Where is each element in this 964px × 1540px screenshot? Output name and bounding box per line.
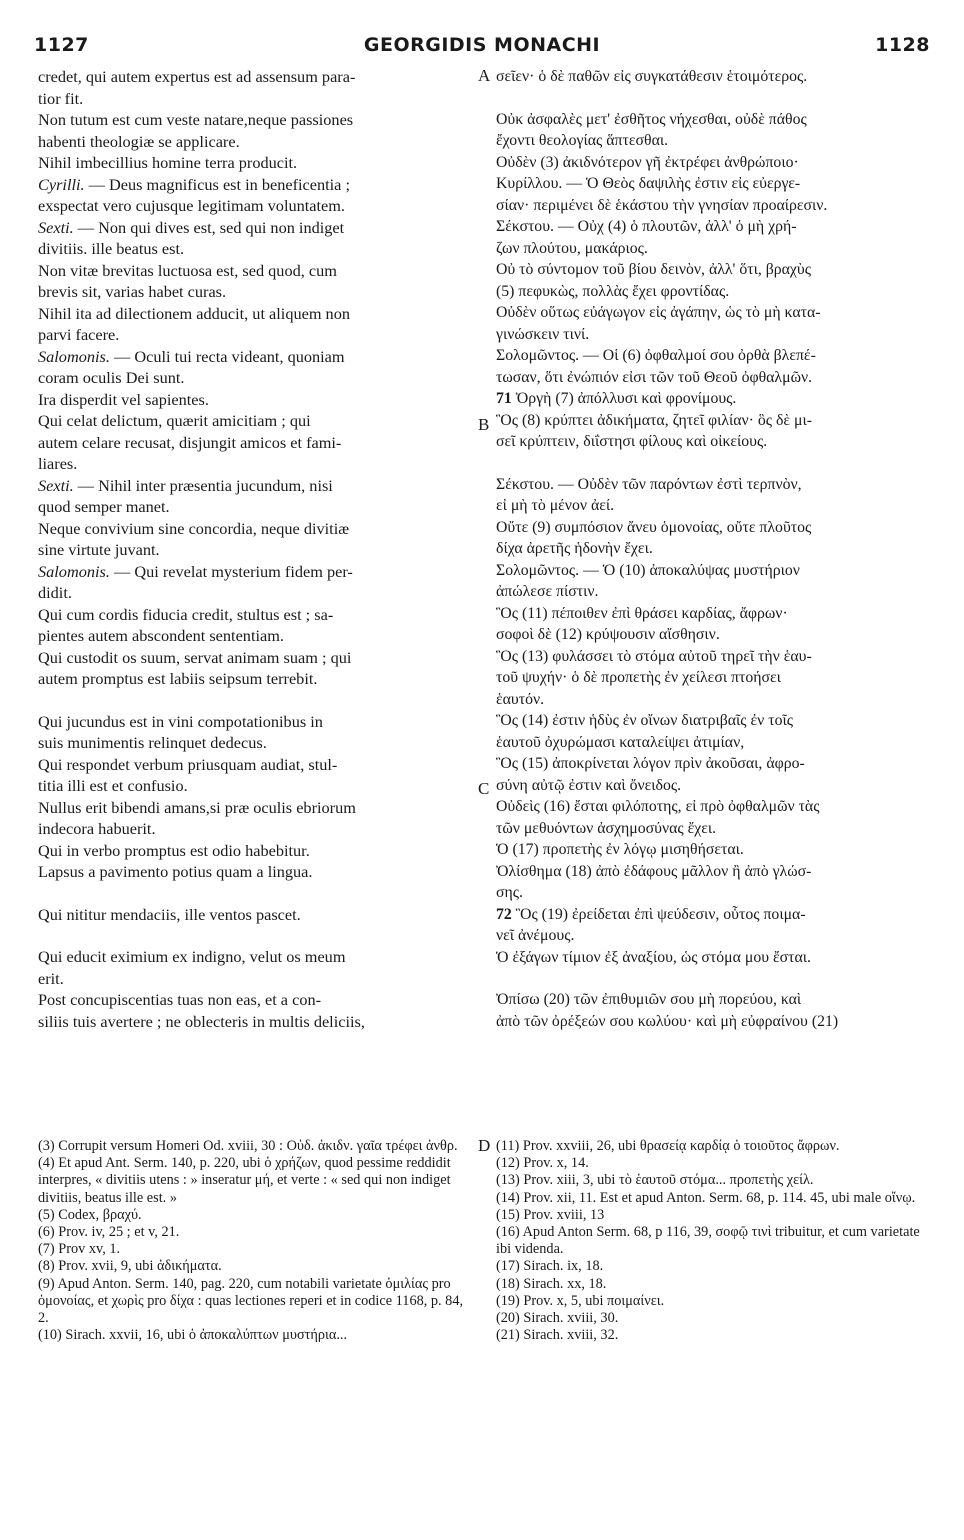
- footnote: (18) Sirach. xx, 18.: [496, 1275, 607, 1292]
- text-line: [496, 753, 930, 775]
- text-line: [496, 259, 930, 281]
- section-number: 72: [496, 905, 512, 923]
- text-line: [496, 152, 930, 174]
- margin-letter-a: A: [478, 66, 491, 85]
- line-text: suis munimentis relinquet dedecus.: [38, 733, 267, 752]
- line-text: Σολομῶντος. — Ὁ (10) ἀποκαλύψας μυστήριον: [496, 561, 800, 579]
- text-line: [496, 1011, 930, 1033]
- line-text: τωσαν, ὅτι ἐνώπιόν εἰσι τῶν τοῦ Θεοῦ ὀφθαλμῶν.: [496, 368, 813, 386]
- text-line: [496, 710, 930, 732]
- line-text: liares.: [38, 454, 78, 473]
- line-text: Σέκστου. — Οὐδὲν τῶν παρόντων ἐστὶ τερπνὸν,: [496, 475, 802, 493]
- line-text: — Deus magnificus est in beneficentia ;: [84, 174, 350, 194]
- text-line: [496, 775, 930, 797]
- text-line: [38, 346, 480, 368]
- text-line: [38, 260, 480, 282]
- line-text: Ira disperdit vel sapientes.: [38, 389, 209, 409]
- line-text: νεῖ ἀνέμους.: [496, 927, 575, 944]
- text-line: [496, 925, 930, 947]
- footnote: (5) Codex, βραχύ.: [38, 1206, 142, 1223]
- line-text: Ὃς (15) ἀποκρίνεται λόγον πρὶν ἀκοῦσαι, ἀφρο-: [496, 755, 805, 772]
- text-line: [496, 947, 930, 969]
- line-text: autem promptus est labiis seipsum terrebit.: [38, 669, 318, 688]
- line-text: autem celare recusat, disjungit amicos et fami-: [38, 432, 342, 452]
- text-line: [38, 410, 480, 432]
- footnotes-right: [496, 1138, 930, 1344]
- page-header: [34, 34, 930, 58]
- text-line: [38, 88, 480, 110]
- text-line: [496, 732, 930, 754]
- text-line: [496, 216, 930, 238]
- text-line: [496, 109, 930, 131]
- text-line: [496, 538, 930, 560]
- text-line: [38, 518, 480, 540]
- text-line: [496, 195, 930, 217]
- text-line: [38, 496, 480, 518]
- line-text: credet, qui autem expertus est ad assensum para-: [38, 67, 356, 86]
- line-text: Nullus erit bibendi amans,si præ oculis ebriorum: [38, 797, 356, 817]
- text-line: [496, 324, 930, 346]
- line-text: Qui nititur mendaciis, ille ventos pascet.: [38, 904, 301, 924]
- text-line: [38, 775, 480, 797]
- text-line: [496, 646, 930, 668]
- line-text: εἰ μὴ τὸ μένον ἀεί.: [496, 497, 615, 514]
- line-text: Οὐ τὸ σύντομον τοῦ βίου δεινὸν, ἀλλ' ὅτι, βραχὺς: [496, 261, 812, 278]
- line-text: Qui jucundus est in vini compotationibus in: [38, 711, 323, 731]
- line-text: ζων πλούτου, μακάριος.: [496, 239, 648, 257]
- source-name: Cyrilli.: [38, 174, 85, 194]
- footnote: (4) Et apud Ant. Serm. 140, p. 220, ubi ὁ χρήζων, quod pessime reddidit interpres, « divitiis utens : » inseratur μή, et verte : « sed qui non indiget divitiis, beatus ille est. »: [38, 1155, 451, 1206]
- line-text: σεῖεν· ὁ δὲ παθῶν εἰς συγκατάθεσιν ἑτοιμότερος.: [496, 68, 808, 85]
- text-line: [38, 968, 480, 990]
- line-text: ἔχοντι θεολογίας ἅπτεσθαι.: [496, 132, 669, 149]
- text-line: [38, 754, 480, 776]
- line-text: Οὔτε (9) συμπόσιον ἄνευ ὁμονοίας, οὔτε πλοῦτος: [496, 518, 812, 536]
- line-text: Qui in verbo promptus est odio habebitur.: [38, 840, 310, 860]
- text-line: [38, 711, 480, 733]
- text-line: [38, 840, 480, 862]
- text-line: [38, 475, 480, 497]
- line-text: ἀπώλεσε πίστιν.: [496, 583, 599, 600]
- line-text: Post concupiscentias tuas non eas, et a con-: [38, 990, 322, 1009]
- text-line: [496, 367, 930, 389]
- line-text: τοῦ ψυχήν· ὁ δὲ προπετὴς ἐν χείλεσι πτοήσει: [496, 669, 781, 686]
- line-text: sine virtute juvant.: [38, 540, 160, 559]
- line-text: Qui custodit os suum, servat animam suam ; qui: [38, 647, 352, 667]
- text-line: [496, 431, 930, 453]
- text-line: [496, 281, 930, 303]
- line-text: titia illi est et confusio.: [38, 776, 188, 795]
- text-line: [38, 389, 480, 411]
- text-line: [496, 818, 930, 840]
- text-line: [496, 861, 930, 883]
- text-line: [38, 604, 480, 626]
- line-text: Κυρίλλου. — Ὁ Θεὸς δαψιλὴς ἐστιν εἰς εὐεργε-: [496, 175, 801, 192]
- line-text: Ὁ (17) προπετὴς ἐν λόγῳ μισηθήσεται.: [496, 841, 744, 858]
- line-text: Ὃς (14) ἐστιν ἡδὺς ἐν οἴνων διατριβαῖς ἐν τοῖς: [496, 712, 793, 729]
- text-line: [496, 302, 930, 324]
- footnote: (8) Prov. xvii, 9, ubi ἀδικήματα.: [38, 1258, 222, 1275]
- text-line: [38, 432, 480, 454]
- line-text: Nihil ita ad dilectionem adducit, ut aliquem non: [38, 303, 350, 323]
- source-name: Salomonis.: [38, 346, 110, 366]
- line-text: Ὁ ἐξάγων τίμιον ἐξ ἀναξίου, ὡς στόμα μου ἔσται.: [496, 948, 811, 966]
- text-line: [38, 131, 480, 153]
- footnote: (21) Sirach. xviii, 32.: [496, 1327, 619, 1344]
- line-text: tior fit.: [38, 88, 84, 108]
- text-line: [38, 453, 480, 475]
- running-title: GEORGIDIS MONACHI: [363, 34, 601, 56]
- line-text: (5) πεφυκὼς, πολλὰς ἔχει φροντίδας.: [496, 282, 730, 300]
- line-text: coram oculis Dei sunt.: [38, 368, 185, 387]
- text-line: [38, 647, 480, 669]
- text-line: [38, 281, 480, 303]
- line-text: Qui cum cordis fiducia credit, stultus est ; sa-: [38, 604, 334, 624]
- text-line: [496, 345, 930, 367]
- text-line: [38, 668, 480, 690]
- footnote: (12) Prov. x, 14.: [496, 1155, 589, 1172]
- footnote: (20) Sirach. xviii, 30.: [496, 1310, 619, 1327]
- text-line: [496, 173, 930, 195]
- text-line: [496, 474, 930, 496]
- footnote: (13) Prov. xiii, 3, ubi τὸ ἑαυτοῦ στόμα... προπετὴς χείλ.: [496, 1172, 814, 1189]
- text-line: [496, 130, 930, 152]
- line-text: Non tutum est cum veste natare,neque passiones: [38, 110, 354, 129]
- text-line: [496, 388, 930, 410]
- footnote: (11) Prov. xxviii, 26, ubi θρασείᾳ καρδίᾳ ὁ τοιοῦτος ἄφρων.: [496, 1138, 840, 1154]
- line-text: Οὐδὲν (3) ἀκιδνότερον γῆ ἐκτρέφει ἀνθρώποιο·: [496, 153, 799, 171]
- line-text: Ὀλίσθημα (18) ἀπὸ ἐδάφους μᾶλλον ἢ ἀπὸ γλώσ-: [496, 862, 812, 880]
- text-line: [496, 517, 930, 539]
- text-line: [38, 539, 480, 561]
- footnote: (14) Prov. xii, 11. Est et apud Anton. Serm. 68, p. 114. 45, ubi male οἴνῳ.: [496, 1189, 916, 1206]
- line-text: quod semper manet.: [38, 497, 170, 516]
- line-text: σης.: [496, 884, 523, 901]
- text-line: [38, 561, 480, 583]
- text-line: [38, 904, 480, 926]
- text-line: [496, 667, 930, 689]
- line-text: — Non qui dives est, sed qui non indiget: [73, 217, 345, 237]
- line-text: Σολομῶντος. — Οἱ (6) ὀφθαλμοί σου ὀρθὰ βλεπέ-: [496, 347, 816, 364]
- footnote: (7) Prov xv, 1.: [38, 1241, 121, 1258]
- text-line: [38, 66, 480, 88]
- line-text: — Nihil inter præsentia jucundum, nisi: [73, 475, 333, 495]
- line-text: pientes autem abscondent sententiam.: [38, 626, 284, 645]
- text-line: [496, 882, 930, 904]
- line-text: ἑαυτοῦ ὀχυρώμασι καταλείψει ἀτιμίαν,: [496, 733, 745, 751]
- text-line: [38, 217, 480, 239]
- footnote: (16) Apud Anton Serm. 68, p 116, 39, σοφῷ τινὶ tribuitur, et cum varietate ibi videnda.: [496, 1224, 920, 1258]
- text-line: [38, 582, 480, 604]
- section-number: 71: [496, 390, 512, 407]
- text-line: [38, 367, 480, 389]
- text-line: [496, 581, 930, 603]
- text-line: [496, 989, 930, 1011]
- text-line: [496, 624, 930, 646]
- text-line: [38, 303, 480, 325]
- line-text: Οὐδὲν οὕτως εὐάγωγον εἰς ἀγάπην, ὡς τὸ μὴ κατα-: [496, 304, 821, 321]
- line-text: τῶν μεθυόντων ἀσχημοσύνας ἔχει.: [496, 819, 717, 837]
- margin-letter-d: D: [478, 1136, 491, 1155]
- footnotes-left: [38, 1138, 468, 1344]
- line-text: siliis tuis avertere ; ne oblecteris in multis deliciis,: [38, 1011, 365, 1031]
- line-text: Οὐκ ἀσφαλὲς μετ' ἐσθῆτος νήχεσθαι, οὐδὲ πάθος: [496, 110, 807, 128]
- greek-column: [496, 66, 930, 1032]
- text-line: [38, 946, 480, 968]
- text-line: [496, 603, 930, 625]
- text-line: [38, 109, 480, 131]
- line-text: σύνη αὐτῷ ἐστιν καὶ ὄνειδος.: [496, 776, 682, 794]
- line-text: indecora habuerit.: [38, 819, 156, 838]
- text-line: [38, 861, 480, 883]
- text-line: [496, 410, 930, 432]
- line-text: parvi facere.: [38, 325, 120, 344]
- line-text: brevis sit, varias habet curas.: [38, 282, 227, 301]
- footnote: (9) Apud Anton. Serm. 140, pag. 220, cum notabili varietate ὁμιλίας pro ὁμονοίας, et χωρὶς pro δίχα : quas lectiones reperi et in codice 1168, p. 84, 2.: [38, 1275, 464, 1327]
- footnote: (10) Sirach. xxvii, 16, ubi ὁ ἀποκαλύπτων μυστήρια...: [38, 1327, 348, 1344]
- text-line: [496, 495, 930, 517]
- text-line: [38, 238, 480, 260]
- page-number-right: 1128: [875, 34, 930, 56]
- page-number-left: 1127: [34, 34, 89, 56]
- line-text: Ὃς (11) πέποιθεν ἐπὶ θράσει καρδίας, ἄφρων·: [496, 604, 788, 622]
- text-line: [496, 839, 930, 861]
- text-line: [38, 818, 480, 840]
- latin-column: [38, 66, 480, 1032]
- source-name: Sexti.: [38, 475, 74, 495]
- line-text: didit.: [38, 583, 72, 602]
- line-text: erit.: [38, 968, 64, 988]
- line-text: Ὃς (8) κρύπτει ἀδικήματα, ζητεῖ φιλίαν· ὃς δὲ μι-: [496, 411, 812, 429]
- line-text: δίχα ἀρετῆς ἡδονὴν ἔχει.: [496, 540, 653, 557]
- source-name: Sexti.: [38, 217, 74, 237]
- line-text: Neque convivium sine concordia, neque divitiæ: [38, 518, 350, 538]
- line-text: Ὃς (13) φυλάσσει τὸ στόμα αὐτοῦ τηρεῖ τὴν ἑαυ-: [496, 647, 812, 665]
- text-line: [496, 238, 930, 260]
- line-text: ἀπὸ τῶν ὀρέξεών σου κωλύου· καὶ μὴ εὐφραίνου (21): [496, 1012, 839, 1030]
- footnote: (17) Sirach. ix, 18.: [496, 1258, 604, 1275]
- line-text: Οὐδεὶς (16) ἔσται φιλόποτης, εἰ πρὸ ὀφθαλμῶν τὰς: [496, 798, 820, 815]
- text-line: [496, 66, 930, 88]
- line-text: habenti theologiæ se applicare.: [38, 131, 240, 151]
- text-line: [496, 904, 930, 926]
- text-line: [38, 989, 480, 1011]
- text-line: [496, 796, 930, 818]
- line-text: Lapsus a pavimento potius quam a lingua.: [38, 862, 313, 881]
- line-text: Qui celat delictum, quærit amicitiam ; qui: [38, 411, 311, 430]
- margin-letter-b: B: [478, 415, 490, 434]
- line-text: σεῖ κρύπτειν, διΐστησι φίλους καὶ οἰκείους.: [496, 433, 768, 450]
- text-line: [38, 1011, 480, 1033]
- line-text: γινώσκειν τινί.: [496, 325, 590, 343]
- line-text: Nihil imbecillius homine terra producit.: [38, 153, 298, 172]
- line-text: σοφοὶ δὲ (12) κρύψουσιν αἴσθησιν.: [496, 626, 720, 643]
- text-line: [38, 625, 480, 647]
- line-text: exspectat vero cujusque legitimam voluntatem.: [38, 196, 345, 215]
- line-text: Qui educit eximium ex indigno, velut os meum: [38, 947, 346, 966]
- line-text: Qui respondet verbum priusquam audiat, stul-: [38, 754, 338, 774]
- text-line: [38, 732, 480, 754]
- line-text: divitiis. ille beatus est.: [38, 239, 185, 258]
- text-line: [496, 560, 930, 582]
- footnote: (15) Prov. xviii, 13: [496, 1206, 605, 1223]
- text-line: [38, 174, 480, 196]
- footnote: (19) Prov. x, 5, ubi ποιμαίνει.: [496, 1292, 665, 1309]
- line-text: Non vitæ brevitas luctuosa est, sed quod, cum: [38, 260, 337, 280]
- text-line: [38, 797, 480, 819]
- line-text: Ὀπίσω (20) τῶν ἐπιθυμιῶν σου μὴ πορεύου, καὶ: [496, 991, 802, 1008]
- footnote: (3) Corrupit versum Homeri Od. xviii, 30 : Οὐδ. ἀκιδν. γαῖα τρέφει ἀνθρ.: [38, 1138, 458, 1154]
- text-line: [38, 152, 480, 174]
- text-line: [38, 195, 480, 217]
- text-line: [496, 689, 930, 711]
- source-name: Salomonis.: [38, 561, 110, 581]
- line-text: — Oculi tui recta videant, quoniam: [109, 346, 345, 366]
- line-text: σίαν· περιμένει δὲ ἑκάστου τὴν γνησίαν προαίρεσιν.: [496, 196, 828, 214]
- margin-letter-c: C: [478, 779, 490, 798]
- line-text: Σέκστου. — Οὐχ (4) ὁ πλουτῶν, ἀλλ' ὁ μὴ χρή-: [496, 218, 797, 235]
- line-text: — Qui revelat mysterium fidem per-: [109, 561, 353, 581]
- line-text: Ὃς (19) ἐρείδεται ἐπὶ ψεύδεσιν, οὗτος ποιμα-: [511, 905, 806, 923]
- text-line: [38, 324, 480, 346]
- line-text: Ὀργὴ (7) ἀπόλλυσι καὶ φρονίμους.: [511, 390, 737, 407]
- line-text: ἑαυτόν.: [496, 690, 545, 708]
- footnote: (6) Prov. iv, 25 ; et v, 21.: [38, 1224, 180, 1241]
